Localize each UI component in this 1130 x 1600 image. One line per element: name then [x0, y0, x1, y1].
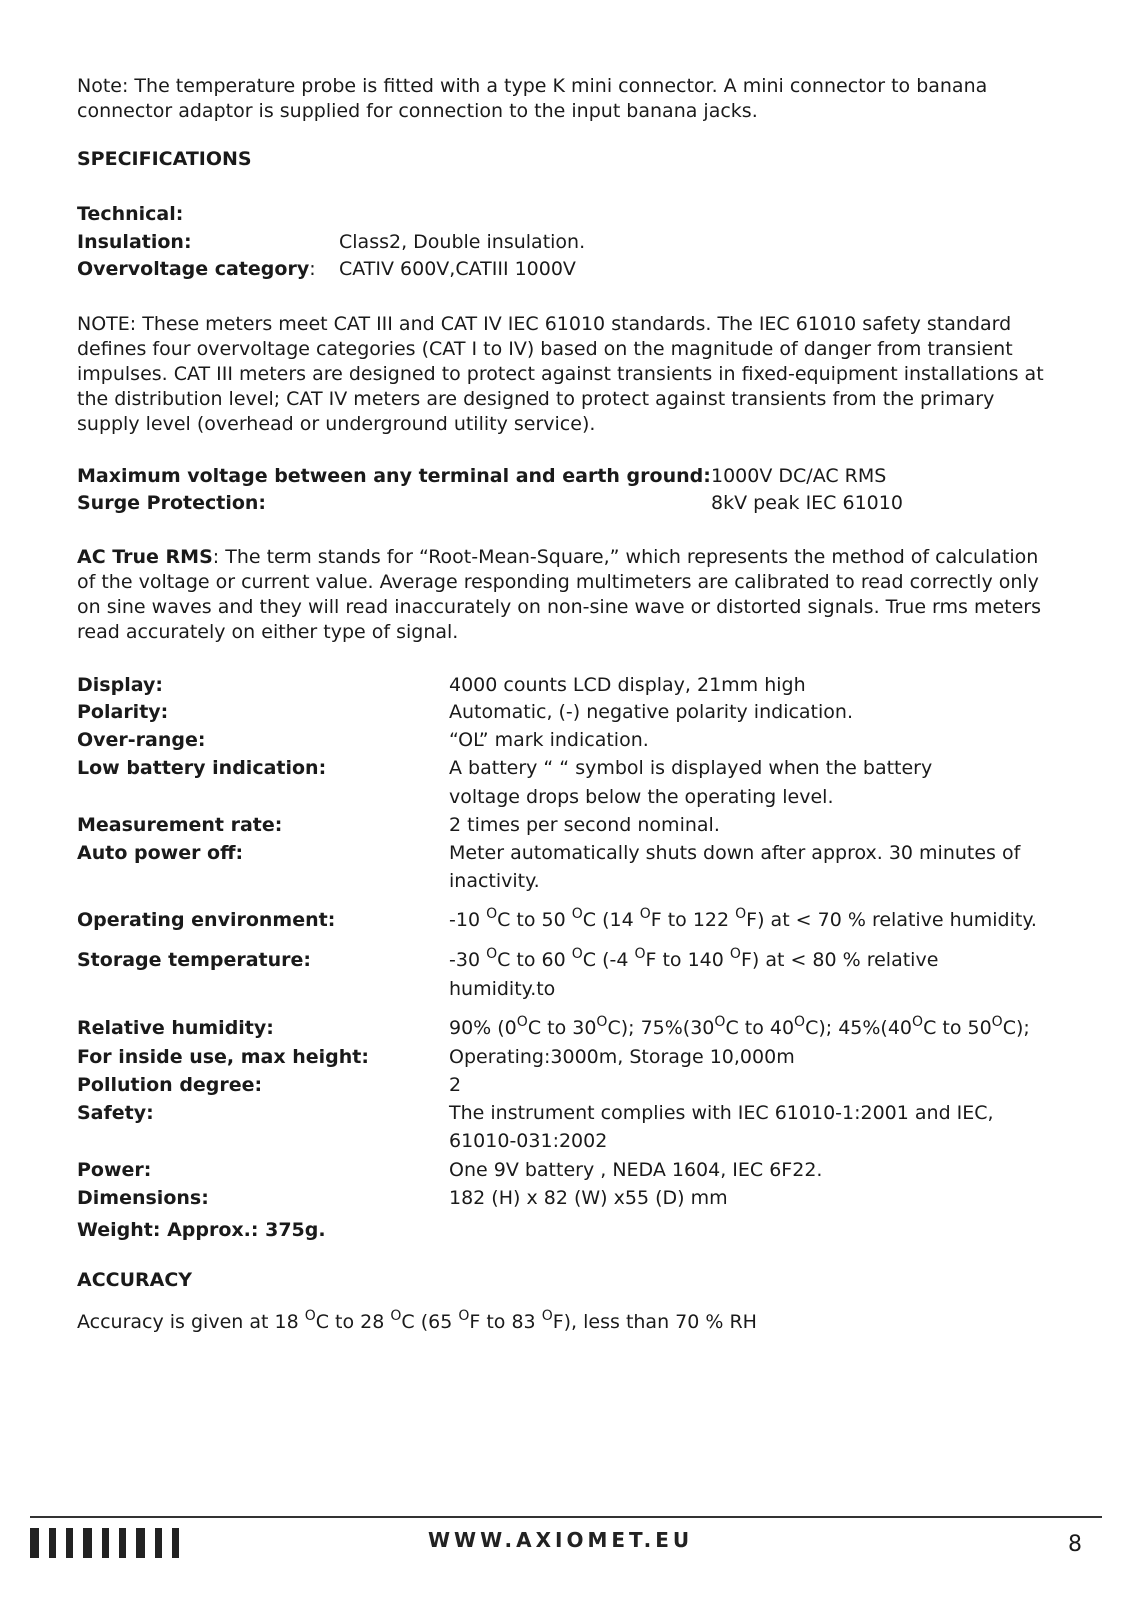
power-value: One 9V battery , NEDA 1604, IEC 6F22.: [449, 1159, 823, 1181]
operating-environment-label: Operating environment:: [77, 909, 336, 931]
polarity-label: Polarity:: [77, 701, 169, 723]
low-battery-value-line1: A battery “ “ symbol is displayed when the battery: [449, 757, 933, 779]
measurement-rate-value: 2 times per second nominal.: [449, 814, 720, 836]
dimensions-label: Dimensions:: [77, 1187, 209, 1209]
probe-note: Note: The temperature probe is fitted with a type K mini connector. A mini connector to banana connector adaptor is supplied for connection to the input banana jacks.: [77, 75, 988, 122]
surge-value: 8kV peak IEC 61010: [711, 492, 903, 514]
website-url: WWW.AXIOMET.EU: [428, 1528, 694, 1552]
display-label: Display:: [77, 674, 163, 696]
insulation-label: Insulation:: [77, 231, 192, 253]
safety-value-line1: The instrument complies with IEC 61010-1:2001 and IEC,: [449, 1102, 994, 1124]
max-voltage-value: 1000V DC/AC RMS: [711, 465, 887, 487]
auto-power-off-label: Auto power off:: [77, 842, 244, 864]
relative-humidity-value: 90% ($0^OC$ to $30^OC$); $75\%(30^OC$ to $40^OC$); $45\%(40^OC$ to $50^OC$);: [449, 1014, 1030, 1039]
insulation-value: Class2, Double insulation.: [339, 231, 586, 253]
overrange-label: Over-range:: [77, 729, 206, 751]
low-battery-label: Low battery indication:: [77, 757, 327, 779]
power-label: Power:: [77, 1159, 152, 1181]
low-battery-value-line2: voltage drops below the operating level.: [449, 786, 834, 808]
max-height-label: For inside use, max height:: [77, 1046, 369, 1068]
measurement-rate-label: Measurement rate:: [77, 814, 283, 836]
manual-page: Note: The temperature probe is fitted with a type K mini connector. A mini connector to banana connector adaptor is supplied for connection to the input banana jacks. SPECIFICATIONS Technical: Insulation: Class2, Double insulation. Overvoltage category: CATIV 600V,CATIII 1000V NOTE: These meters meet CAT III and CAT IV IEC 61010 standards. The IEC 61010 safety standard defines four overvoltage categories (CAT I to IV) based on the magnitude of danger from transient impulses. CAT III meters are designed to protect against transients in fixed-equipment installations at the distribution level; CAT IV meters are designed to protect against transients from the primary supply level (overhead or underground utility service). Maximum voltage between any terminal and earth ground: 1000V DC/AC RMS Surge Protection: 8kV peak IEC 61010 AC True RMS: The term stands for “Root-Mean-Square,” which represents the method of calculation of the voltage or current value. Average responding multimeters are calibrated to read correctly only on sine waves and they will read inaccurately on non-sine wave or distorted signals. True rms meters read accurately on either type of signal. Display: 4000 counts LCD display, 21mm high Polarity: Automatic, (-) negative polarity indication. Over-range: “OL” mark indication. Low battery indication: A battery “ “ symbol is displayed when the battery voltage drops below the operating level. Measurement rate: 2 times per second nominal. Auto power off: Meter automatically shuts down after approx. 30 minutes of inactivity. Operating environment: -10 $^O$C to 50 $^O$C (14 $^O$F to 122 $^O$F) at < 70 % relative humidity. Storage temperature: -30 $^O$C to 60 $^O$C (-4 $^O$F to 140 $^O$F) at < 80 % relative humidity.to Relative humidity: 90% ($0^OC$ to $30^OC$); $75\%(30^OC$ to $40^OC$); $45\%(40^OC$ to $50^OC$); For inside use, max height: Operating:3000m, Storage 10,000m Pollution degree: 2 Safety: The instrument complies with IEC 61010-1:2001 and IEC, 61010-031:2002 Power: One 9V battery , NEDA 1604, IEC 6F22. Dimensions: 182 (H) x 82 (W) x55 (D) mm Weight: Approx.: 375g. ACCURACY Accuracy is given at 18 $^O$C to 28 $^O$C (65 $^O$F to 83 $^O$F), less than 70 % RH WWW.AXIOMET.EU 8: [0, 0, 1130, 1600]
weight-label: Weight: Approx.: 375g.: [77, 1219, 326, 1241]
storage-temperature-value-line2: humidity.to: [449, 978, 556, 1000]
surge-label: Surge Protection:: [77, 492, 267, 514]
max-voltage-label: Maximum voltage between any terminal and earth ground:: [77, 465, 711, 487]
ac-rms-paragraph: [77, 545, 1057, 645]
specifications-heading: SPECIFICATIONS: [77, 148, 252, 170]
auto-power-off-value-line2: inactivity.: [449, 870, 540, 892]
ac-rms-text: : The term stands for “Root-Mean-Square,” which represents the method of calculation of the voltage or current value. Average responding multimeters are calibrated to read correctly only on sine waves and they will read inaccurately on non-sine wave or distorted signals. True rms meters read accurately on either type of signal.: [77, 546, 1042, 643]
ac-rms-term: AC True RMS: [77, 546, 213, 568]
overvoltage-value: CATIV 600V,CATIII 1000V: [339, 258, 576, 280]
display-value: 4000 counts LCD display, 21mm high: [449, 674, 806, 696]
dimensions-value: 182 (H) x 82 (W) x55 (D) mm: [449, 1187, 728, 1209]
storage-temperature-value-line1: -30 $^O$C to 60 $^O$C (-4 $^O$F to 140 $^O$F) at < 80 % relative: [449, 946, 939, 971]
overvoltage-label: Overvoltage category:: [77, 258, 316, 280]
polarity-value: Automatic, (-) negative polarity indication.: [449, 701, 853, 723]
pollution-degree-value: 2: [449, 1074, 462, 1096]
page-number: 8: [1068, 1532, 1082, 1557]
technical-heading: Technical:: [77, 203, 184, 225]
barcode-logo: [30, 1528, 179, 1558]
safety-label: Safety:: [77, 1102, 154, 1124]
safety-value-line2: 61010-031:2002: [449, 1130, 608, 1152]
accuracy-heading: ACCURACY: [77, 1269, 193, 1291]
footer-divider: [30, 1516, 1102, 1518]
cat-note: NOTE: These meters meet CAT III and CAT IV IEC 61010 standards. The IEC 61010 safety standard defines four overvoltage categories (CAT I to IV) based on the magnitude of danger from transient impulses. CAT III meters are designed to protect against transients in fixed-equipment installations at the distribution level; CAT IV meters are designed to protect against transients from the primary supply level (overhead or underground utility service).: [77, 313, 1044, 435]
max-height-value: Operating:3000m, Storage 10,000m: [449, 1046, 795, 1068]
pollution-degree-label: Pollution degree:: [77, 1074, 263, 1096]
overrange-value: “OL” mark indication.: [449, 729, 649, 751]
relative-humidity-label: Relative humidity:: [77, 1017, 274, 1039]
auto-power-off-value-line1: Meter automatically shuts down after approx. 30 minutes of: [449, 842, 1021, 864]
operating-environment-value: -10 $^O$C to 50 $^O$C (14 $^O$F to 122 $^O$F) at < 70 % relative humidity.: [449, 906, 1037, 931]
storage-temperature-label: Storage temperature:: [77, 949, 312, 971]
